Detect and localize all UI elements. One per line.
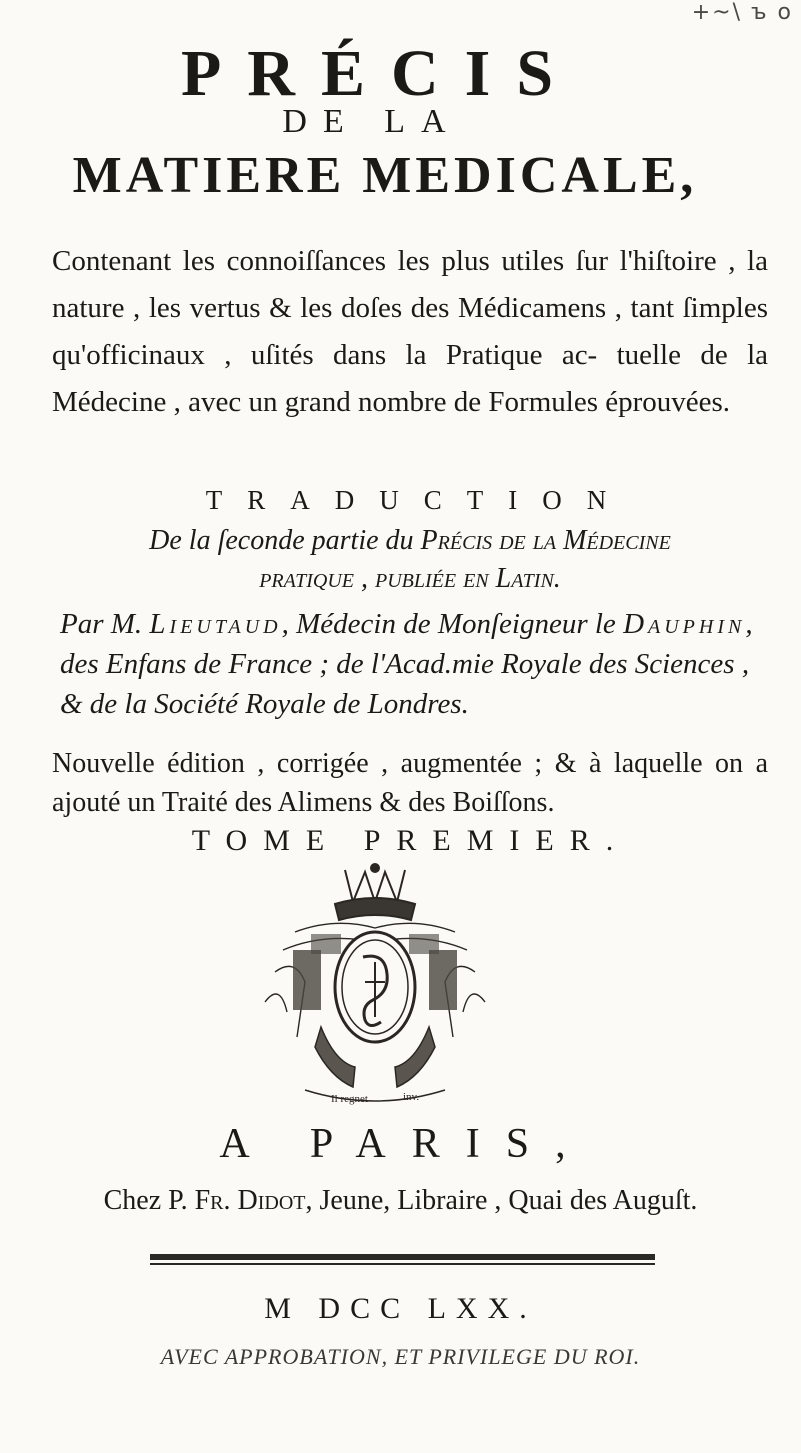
title-de-la: DE LA [282, 103, 462, 140]
double-rule-thick [150, 1254, 655, 1260]
title-precis: PRÉCIS [180, 37, 580, 110]
printer-rest: , Jeune, Libraire , Quai des Auguſt. [305, 1185, 698, 1216]
translation-source [52, 522, 768, 598]
author-prefix: Par M. [60, 608, 150, 640]
place-of-publication: A PARIS, [219, 1121, 592, 1167]
author-rest: , des Enfans de France ; de l'Acad.mie Royale des Sciences , & de la Société Royale de Londres. [60, 608, 753, 720]
author-dauphin: Dauphin [623, 608, 746, 640]
printer-prefix: Chez P. [103, 1185, 195, 1216]
publication-date: M DCC LXX. [264, 1292, 537, 1325]
source-precis: Précis de la Médecine [420, 525, 671, 556]
emblem-motto-right: inv. [403, 1091, 420, 1103]
emblem-motto-left: Il regnet [331, 1093, 368, 1105]
author-name: Lieutaud [149, 608, 282, 640]
author-role: , Médecin de Monſeigneur le [281, 608, 624, 640]
author-line [60, 604, 770, 724]
source-part2: pratique , publiée en Latin. [259, 563, 561, 594]
source-part1: De la ſeconde partie du [149, 525, 421, 556]
tome-label: TOME PREMIER. [191, 824, 630, 857]
printer-line [0, 1185, 801, 1217]
marginalia-note: +~\ ъ о [691, 0, 793, 25]
title-matiere-medicale: MATIERE MEDICALE, [72, 147, 698, 204]
traduction-heading: TRADUCTION [205, 485, 632, 515]
double-rule-thin [150, 1263, 655, 1265]
crown-icon [335, 864, 415, 920]
edition-note: Nouvelle édition , corrigée , augmentée ; & à laquelle on a ajouté un Traité des Alimens & des Boiſſons. [52, 748, 768, 818]
description-paragraph: Contenant les connoiſſances les plus utiles ſur l'hiſtoire , la nature , les vertus & les doſes des Médicamens , tant ſimples qu'officinaux , uſités dans la Pratique ac- tuelle de la Médecine , avec un grand nombre de Formules éprouvées. [52, 245, 768, 418]
royal-emblem-icon [235, 862, 515, 1112]
printer-name: Fr. Didot [194, 1185, 306, 1216]
privilege-line: AVEC APPROBATION, ET PRIVILEGE DU ROI. [160, 1344, 641, 1369]
